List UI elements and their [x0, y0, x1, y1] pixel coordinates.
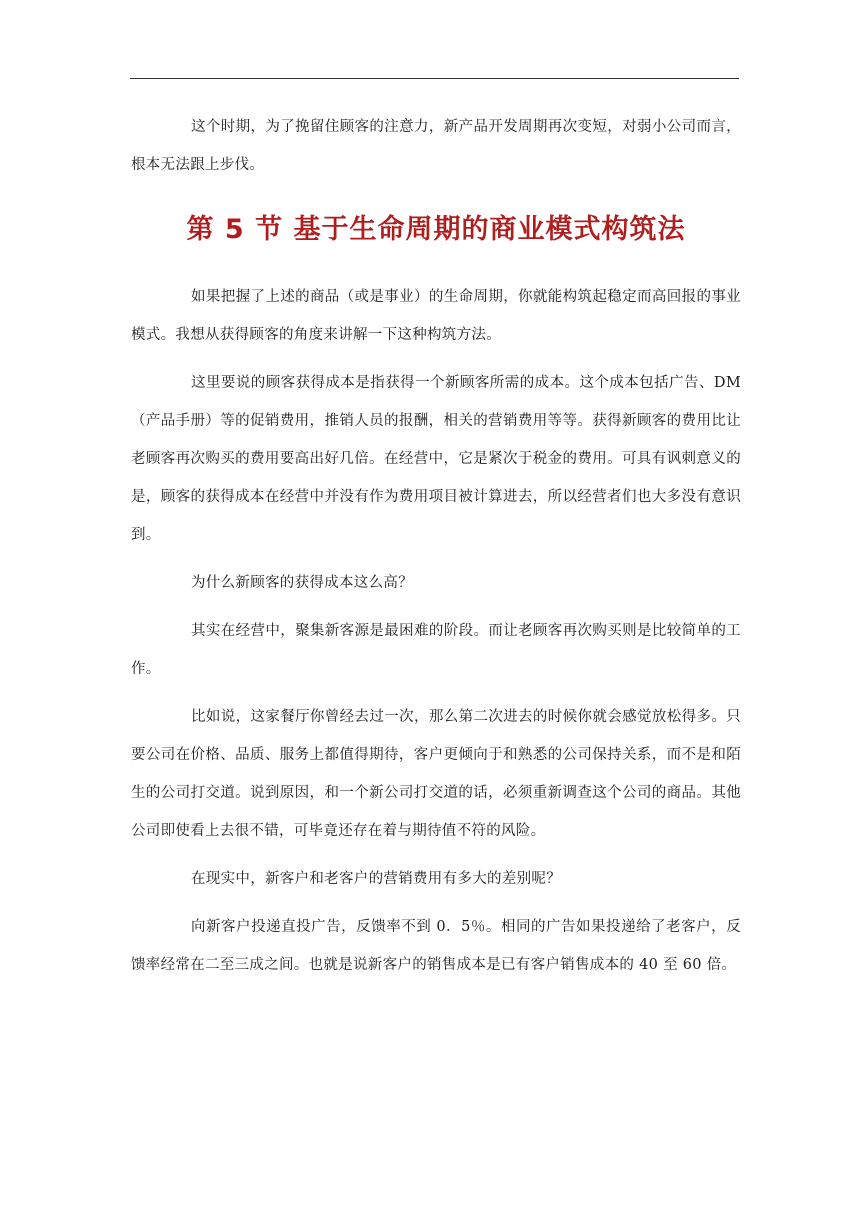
paragraph: 在现实中，新客户和老客户的营销费用有多大的差别呢？: [191, 871, 561, 887]
paragraph: 其实在经营中，聚集新客源是最困难的阶段。而让老顾客再次购买则是比较简单的工作。: [131, 623, 741, 677]
paragraph: 如果把握了上述的商品（或是事业）的生命周期，你就能构筑起稳定而高回报的事业模式。我想从获得顾客的角度来讲解一下这种构筑方法。: [131, 289, 741, 343]
header-rule: [130, 78, 739, 79]
section-title: 第 5 节 基于生命周期的商业模式构筑法: [186, 214, 686, 245]
paragraph: 向新客户投递直投广告，反馈率不到 0．5％。相同的广告如果投递给了老客户，反馈率经常在二至三成之间。也就是说新客户的销售成本是已有客户销售成本的 40 至 60 倍。: [131, 919, 741, 973]
paragraph: 比如说，这家餐厅你曾经去过一次，那么第二次进去的时候你就会感觉放松得多。只要公司在价格、品质、服务上都值得期待，客户更倾向于和熟悉的公司保持关系，而不是和陌生的公司打交道。说到原因，和一个新公司打交道的话，必须重新调查这个公司的商品。其他公司即使看上去很不错，可毕竟还存在着与期待值不符的风险。: [131, 709, 741, 839]
paragraph: 为什么新顾客的获得成本这么高？: [191, 575, 413, 591]
paragraph: 这个时期，为了挽留住顾客的注意力，新产品开发周期再次变短，对弱小公司而言，根本无法跟上步伐。: [131, 119, 741, 173]
paragraph: 这里要说的顾客获得成本是指获得一个新顾客所需的成本。这个成本包括广告、DM（产品手册）等的促销费用，推销人员的报酬，相关的营销费用等等。获得新顾客的费用比让老顾客再次购买的费用要高出好几倍。在经营中，它是紧次于税金的费用。可具有讽刺意义的是，顾客的获得成本在经营中并没有作为费用项目被计算进去，所以经营者们也大多没有意识到。: [131, 375, 741, 543]
document-body: [131, 108, 741, 994]
